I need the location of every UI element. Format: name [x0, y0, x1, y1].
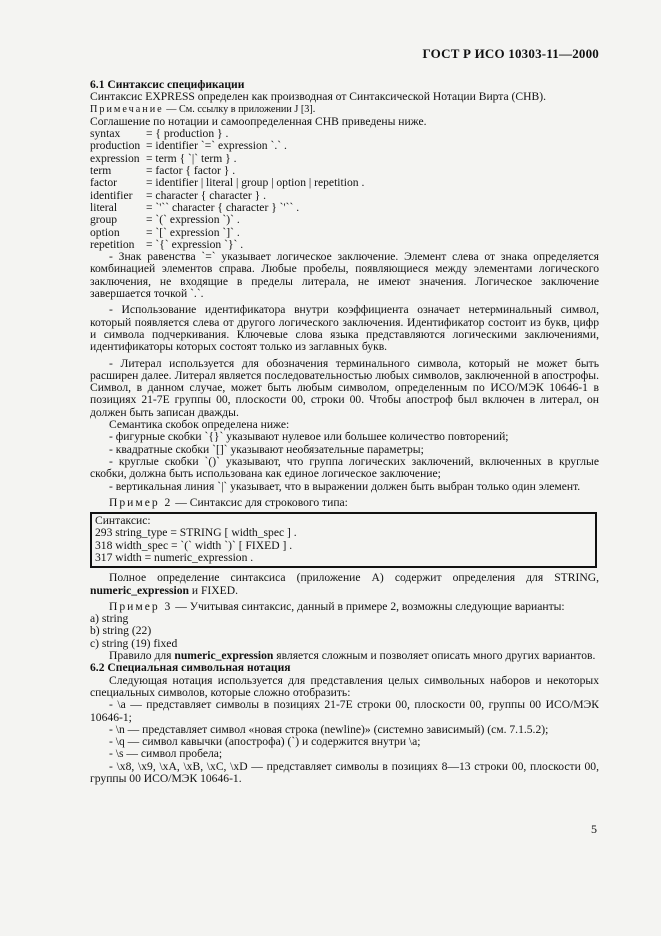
example-3-item: c) string (19) fixed — [90, 636, 178, 650]
syntax-rule-name: factor — [90, 176, 118, 190]
syntax-rule-definition: = `[` expression `]` . — [146, 225, 240, 239]
syntax-rule-definition: = `{` expression `}` . — [146, 237, 244, 251]
document-header: ГОСТ Р ИСО 10303-11—2000 — [422, 46, 599, 61]
keyword-numeric-expression: numeric_expression — [174, 649, 274, 663]
brackets-intro: Семантика скобок определена ниже: — [109, 418, 290, 432]
example-box-line: Синтаксис: — [95, 514, 151, 528]
syntax-rule-name: literal — [90, 200, 118, 214]
syntax-rule-name: term — [90, 164, 112, 178]
section-6-2-intro: Следующая нотация используется для представления целых символьных наборов и некоторых специальных символов, которые сложно отобразить: — [90, 673, 599, 699]
syntax-rule-definition: = identifier `=` expression `.` . — [146, 139, 287, 153]
example-3-item: a) string — [90, 612, 129, 626]
syntax-rule-row — [90, 227, 364, 239]
notation-item: - \x8, \x9, \xA, \xB, \xC, \xD — представляет символы в позициях 8—13 строки 00, плоскости 00, группы 00 ИСО/МЭК 10646-1. — [90, 759, 599, 786]
section-6-1-heading: 6.1 Синтаксис спецификации — [90, 78, 245, 91]
notation-item: - \n — представляет символ «новая строка (newline)» (системно зависимый) (см. 7.1.5.2); — [109, 722, 549, 736]
syntax-rule-row — [90, 140, 364, 152]
notation-item: - \a — представляет символы в позициях 21-7E строки 00, плоскости 00, группы 00 ИСО/МЭК 10646-1; — [90, 698, 599, 724]
section-6-1-intro: Синтаксис EXPRESS определен как производная от Синтаксической Нотации Вирта (СНВ). — [90, 90, 546, 104]
syntax-rule-definition: = `(` expression `)` . — [146, 213, 240, 227]
syntax-rule-definition: = `'`` character { character } `'`` . — [146, 200, 300, 214]
text-run: и FIXED. — [188, 583, 239, 597]
section-6-2-heading: 6.2 Специальная символьная нотация — [90, 661, 291, 675]
syntax-rule-row — [90, 214, 364, 226]
bracket-item: - вертикальная линия `|` указывает, что в выражении должен быть выбран только один элемент. — [109, 479, 581, 493]
notation-item: - \s — символ пробела; — [109, 747, 223, 761]
example-3-item: b) string (22) — [90, 624, 152, 638]
syntax-rule-name: option — [90, 225, 120, 239]
example-box-line: 293 string_type = STRING [ width_spec ] . — [95, 526, 297, 540]
syntax-rule-definition: = factor { factor } . — [146, 164, 236, 178]
page-content — [90, 79, 599, 785]
example-3-label: Пример 3 — [109, 599, 173, 613]
bracket-item: - фигурные скобки `{}` указывают нулевое или большее количество повторений; — [109, 430, 509, 444]
syntax-rule-definition: = character { character } . — [146, 188, 266, 202]
example-box-line: 318 width_spec = `(` width `)` [ FIXED ] . — [95, 538, 293, 552]
example-2-caption — [90, 497, 599, 509]
keyword-numeric-expression: numeric_expression — [90, 583, 189, 597]
syntax-rule-name: repetition — [90, 237, 135, 251]
bracket-item: - квадратные скобки `[]` указывают необязательные параметры; — [109, 442, 424, 456]
equals-sign-paragraph: - Знак равенства `=` указывает логическое заключение. Элемент слева от знака определяется комбинацией элементов справа. Любые пробелы, появляющиеся между элементами логического заключения, не входящие в пределы литерала, не имеют значения. Логическое заключение завершается точкой `.`. — [90, 250, 599, 301]
example-3-caption — [90, 601, 599, 613]
syntax-rule-row — [90, 177, 364, 189]
syntax-rule-name: expression — [90, 151, 140, 165]
syntax-rule-definition: = identifier | literal | group | option | repetition . — [146, 176, 365, 190]
syntax-rule-name: syntax — [90, 127, 121, 141]
note-text: — См. ссылку в приложении J [3]. — [163, 103, 316, 115]
syntax-rule-definition: = { production } . — [146, 127, 229, 141]
syntax-rule-definition: = term { `|` term } . — [146, 151, 237, 165]
syntax-rule-name: identifier — [90, 188, 133, 202]
notation-item: - \q — символ кавычки (апострофа) (`) и содержится внутри \a; — [109, 735, 421, 749]
text-run: является сложным и позволяет описать много других вариантов. — [273, 649, 596, 663]
agreement-paragraph: Соглашение по нотации и самоопределенная СНВ приведены ниже. — [90, 114, 427, 128]
text-run: Полное определение синтаксиса (приложение A) содержит определения для STRING, — [109, 571, 599, 585]
example-box-line: 317 width = numeric_expression . — [95, 550, 254, 564]
example-2-text: — Синтаксис для строкового типа: — [172, 495, 348, 509]
full-definition-paragraph — [90, 572, 599, 597]
example-3-text: — Учитывая синтаксис, данный в примере 2, возможны следующие варианты: — [172, 599, 565, 613]
syntax-rules-table — [90, 128, 364, 251]
page-number: 5 — [591, 822, 597, 836]
syntax-rule-name: group — [90, 213, 118, 227]
identifier-paragraph: - Использование идентификатора внутри коэффициента означает нетерминальный символ, который появляется слева от другого логического заключения. Идентификатор состоит из букв, цифр и символа подчеркивания. Ключевые слова языка представляются логическими заключениями, идентификаторы которых состоят только из заглавных букв. — [90, 303, 599, 354]
bracket-item: - круглые скобки `()` указывают, что группа логических заключений, включенных в круглые скобки, должна быть использована как единое логическое заключение; — [90, 454, 599, 481]
example-2-box — [90, 512, 597, 568]
literal-paragraph: - Литерал используется для обозначения терминального символа, который не может быть расширен далее. Литерал является последовательностью любых символов, заключенной в апострофы. Символ, в данном случае, может быть любым символом, определенным по ИСО/МЭК 10646-1 в позициях 21-7E группы 00, плоскости 00, строки 00. Чтобы апостроф был включен в литерал, он должен быть записан дважды. — [90, 356, 599, 419]
note-label: Примечание — [90, 103, 164, 115]
text-run: Правило для — [109, 649, 175, 663]
syntax-rule-name: production — [90, 139, 141, 153]
example-2-label: Пример 2 — [109, 495, 173, 509]
